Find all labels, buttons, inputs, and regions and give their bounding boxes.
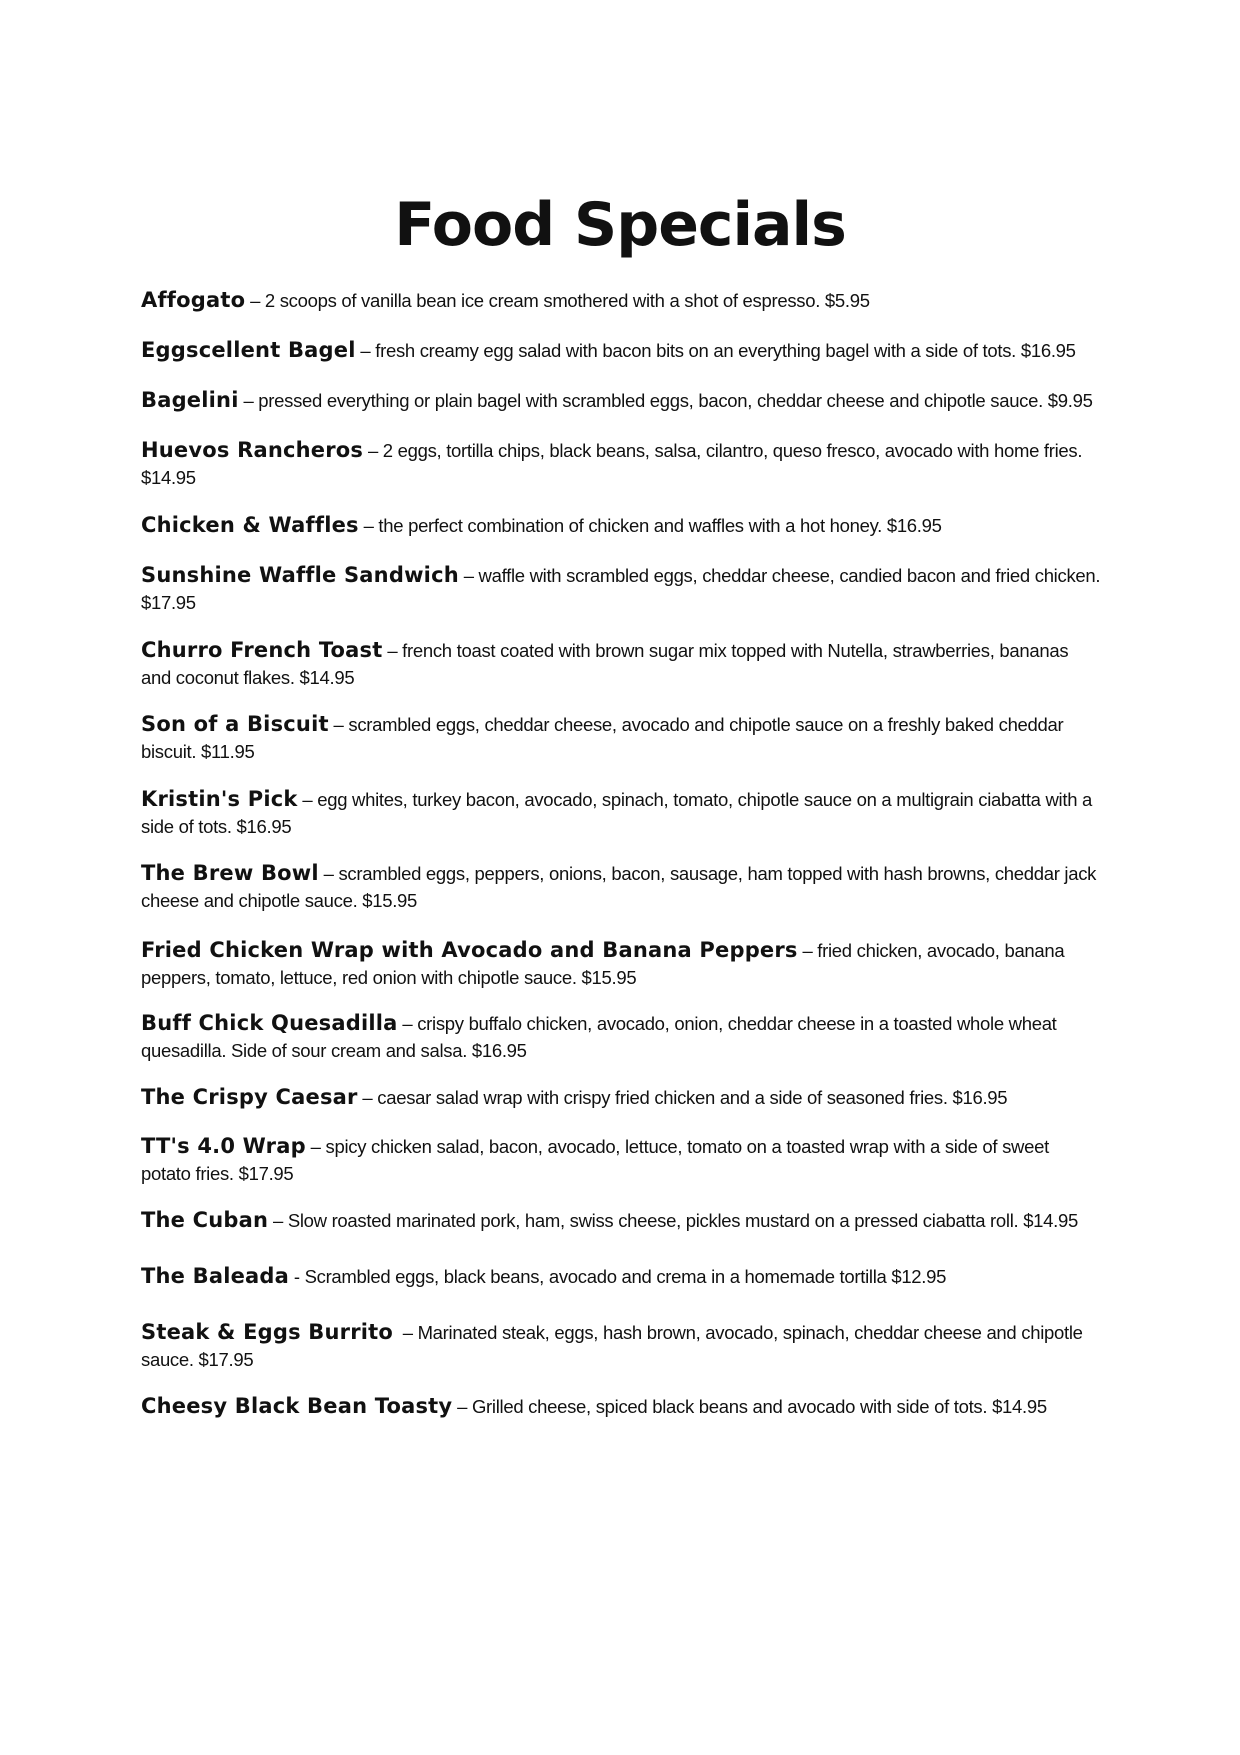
menu-item-separator: –	[393, 1322, 418, 1343]
menu-item-description: 2 scoops of vanilla bean ice cream smothered with a shot of espresso. $5.95	[264, 290, 870, 311]
menu-item-name: Huevos Rancheros	[141, 438, 364, 462]
menu-item-description: french toast coated with brown sugar mix topped with Nutella, strawberries, bananas and coconut flakes. $14.95	[141, 640, 1069, 688]
menu-item	[141, 937, 1101, 991]
menu-item-description: waffle with scrambled eggs, cheddar cheese, candied bacon and fried chicken. $17.95	[141, 565, 1101, 613]
menu-item	[141, 786, 1101, 840]
menu-item-description: scrambled eggs, cheddar cheese, avocado and chipotle sauce on a freshly baked cheddar biscuit. $11.95	[141, 714, 1064, 762]
menu-item-description: egg whites, turkey bacon, avocado, spinach, tomato, chipotle sauce on a multigrain ciabatta with a side of tots. $16.95	[141, 789, 1093, 837]
menu-item	[141, 337, 1101, 364]
menu-item-description: Scrambled eggs, black beans, avocado and crema in a homemade tortilla $12.95	[304, 1266, 947, 1287]
menu-item-description: Grilled cheese, spiced black beans and avocado with side of tots. $14.95	[471, 1396, 1047, 1417]
menu-item-name: The Crispy Caesar	[141, 1085, 358, 1109]
menu-item-separator: –	[382, 640, 403, 661]
menu-item	[141, 860, 1101, 914]
menu-item-separator: –	[328, 714, 349, 735]
menu-item-description: caesar salad wrap with crispy fried chicken and a side of seasoned fries. $16.95	[377, 1087, 1008, 1108]
menu-item-description: Marinated steak, eggs, hash brown, avocado, spinach, cheddar cheese and chipotle sauce. $17.95	[141, 1322, 1083, 1370]
menu-item-name: The Cuban	[141, 1208, 269, 1232]
menu-item-separator: –	[355, 340, 376, 361]
menu-item-separator: –	[297, 789, 318, 810]
menu-item	[141, 562, 1101, 616]
menu-item	[141, 437, 1101, 491]
menu-item	[141, 637, 1101, 691]
menu-item	[141, 287, 1101, 314]
menu-item-name: The Baleada	[141, 1264, 290, 1288]
menu-item-separator: –	[458, 565, 479, 586]
menu-item	[141, 711, 1101, 765]
menu-item	[141, 1393, 1101, 1420]
menu-item	[141, 1010, 1101, 1064]
menu-item-separator: –	[797, 940, 818, 961]
page-title: Food Specials	[394, 190, 846, 260]
menu-item-description: 2 eggs, tortilla chips, black beans, salsa, cilantro, queso fresco, avocado with home fries. $14.95	[141, 440, 1083, 488]
menu-item-name: Son of a Biscuit	[141, 712, 329, 736]
menu-item-description: fresh creamy egg salad with bacon bits on an everything bagel with a side of tots. $16.95	[375, 340, 1076, 361]
menu-item-separator: –	[245, 290, 265, 311]
menu-item-name: Affogato	[141, 288, 246, 312]
menu-item-name: Kristin's Pick	[141, 787, 298, 811]
menu-item-name: Bagelini	[141, 388, 239, 412]
menu-item-separator: –	[397, 1013, 418, 1034]
menu-item	[141, 1207, 1101, 1234]
menu-item-separator: –	[452, 1396, 472, 1417]
menu-item	[141, 387, 1101, 414]
menu-item-description: the perfect combination of chicken and waffles with a hot honey. $16.95	[378, 515, 942, 536]
menu-item	[141, 512, 1101, 539]
menu-item-name: Eggscellent Bagel	[141, 338, 356, 362]
menu-item-name: Churro French Toast	[141, 638, 383, 662]
menu-item-name: Buff Chick Quesadilla	[141, 1011, 398, 1035]
menu-item-name: Fried Chicken Wrap with Avocado and Banana Peppers	[141, 938, 798, 962]
menu-item-description: Slow roasted marinated pork, ham, swiss cheese, pickles mustard on a pressed ciabatta roll. $14.95	[287, 1210, 1078, 1231]
menu-item-description: spicy chicken salad, bacon, avocado, lettuce, tomato on a toasted wrap with a side of sweet potato fries. $17.95	[141, 1136, 1049, 1184]
menu-item-separator: –	[318, 863, 339, 884]
menu-item-separator: –	[357, 1087, 378, 1108]
menu-item-name: Sunshine Waffle Sandwich	[141, 563, 459, 587]
menu-item-separator: –	[238, 390, 259, 411]
menu-item-name: The Brew Bowl	[141, 861, 319, 885]
menu-item	[141, 1319, 1101, 1373]
menu-item	[141, 1263, 1101, 1290]
menu-item-separator: –	[305, 1136, 326, 1157]
menu-item-separator: –	[268, 1210, 288, 1231]
menu-item-description: crispy buffalo chicken, avocado, onion, cheddar cheese in a toasted whole wheat quesadilla. Side of sour cream and salsa. $16.95	[141, 1013, 1057, 1061]
menu-item-name: Chicken & Waffles	[141, 513, 359, 537]
menu-item-name: Cheesy Black Bean Toasty	[141, 1394, 453, 1418]
menu-item-description: pressed everything or plain bagel with scrambled eggs, bacon, cheddar cheese and chipotle sauce. $9.95	[258, 390, 1093, 411]
menu-item-name: TT's 4.0 Wrap	[141, 1134, 306, 1158]
menu-item-separator: –	[358, 515, 379, 536]
menu-item	[141, 1084, 1101, 1111]
menu-item	[141, 1133, 1101, 1187]
menu-item-name: Steak & Eggs Burrito	[141, 1320, 394, 1344]
menu-item-separator: –	[363, 440, 383, 461]
menu-item-description: scrambled eggs, peppers, onions, bacon, sausage, ham topped with hash browns, cheddar jack cheese and chipotle sauce. $15.95	[141, 863, 1097, 911]
menu-item-description: fried chicken, avocado, banana peppers, tomato, lettuce, red onion with chipotle sauce. $15.95	[141, 940, 1065, 988]
menu-item-separator: -	[289, 1266, 305, 1287]
